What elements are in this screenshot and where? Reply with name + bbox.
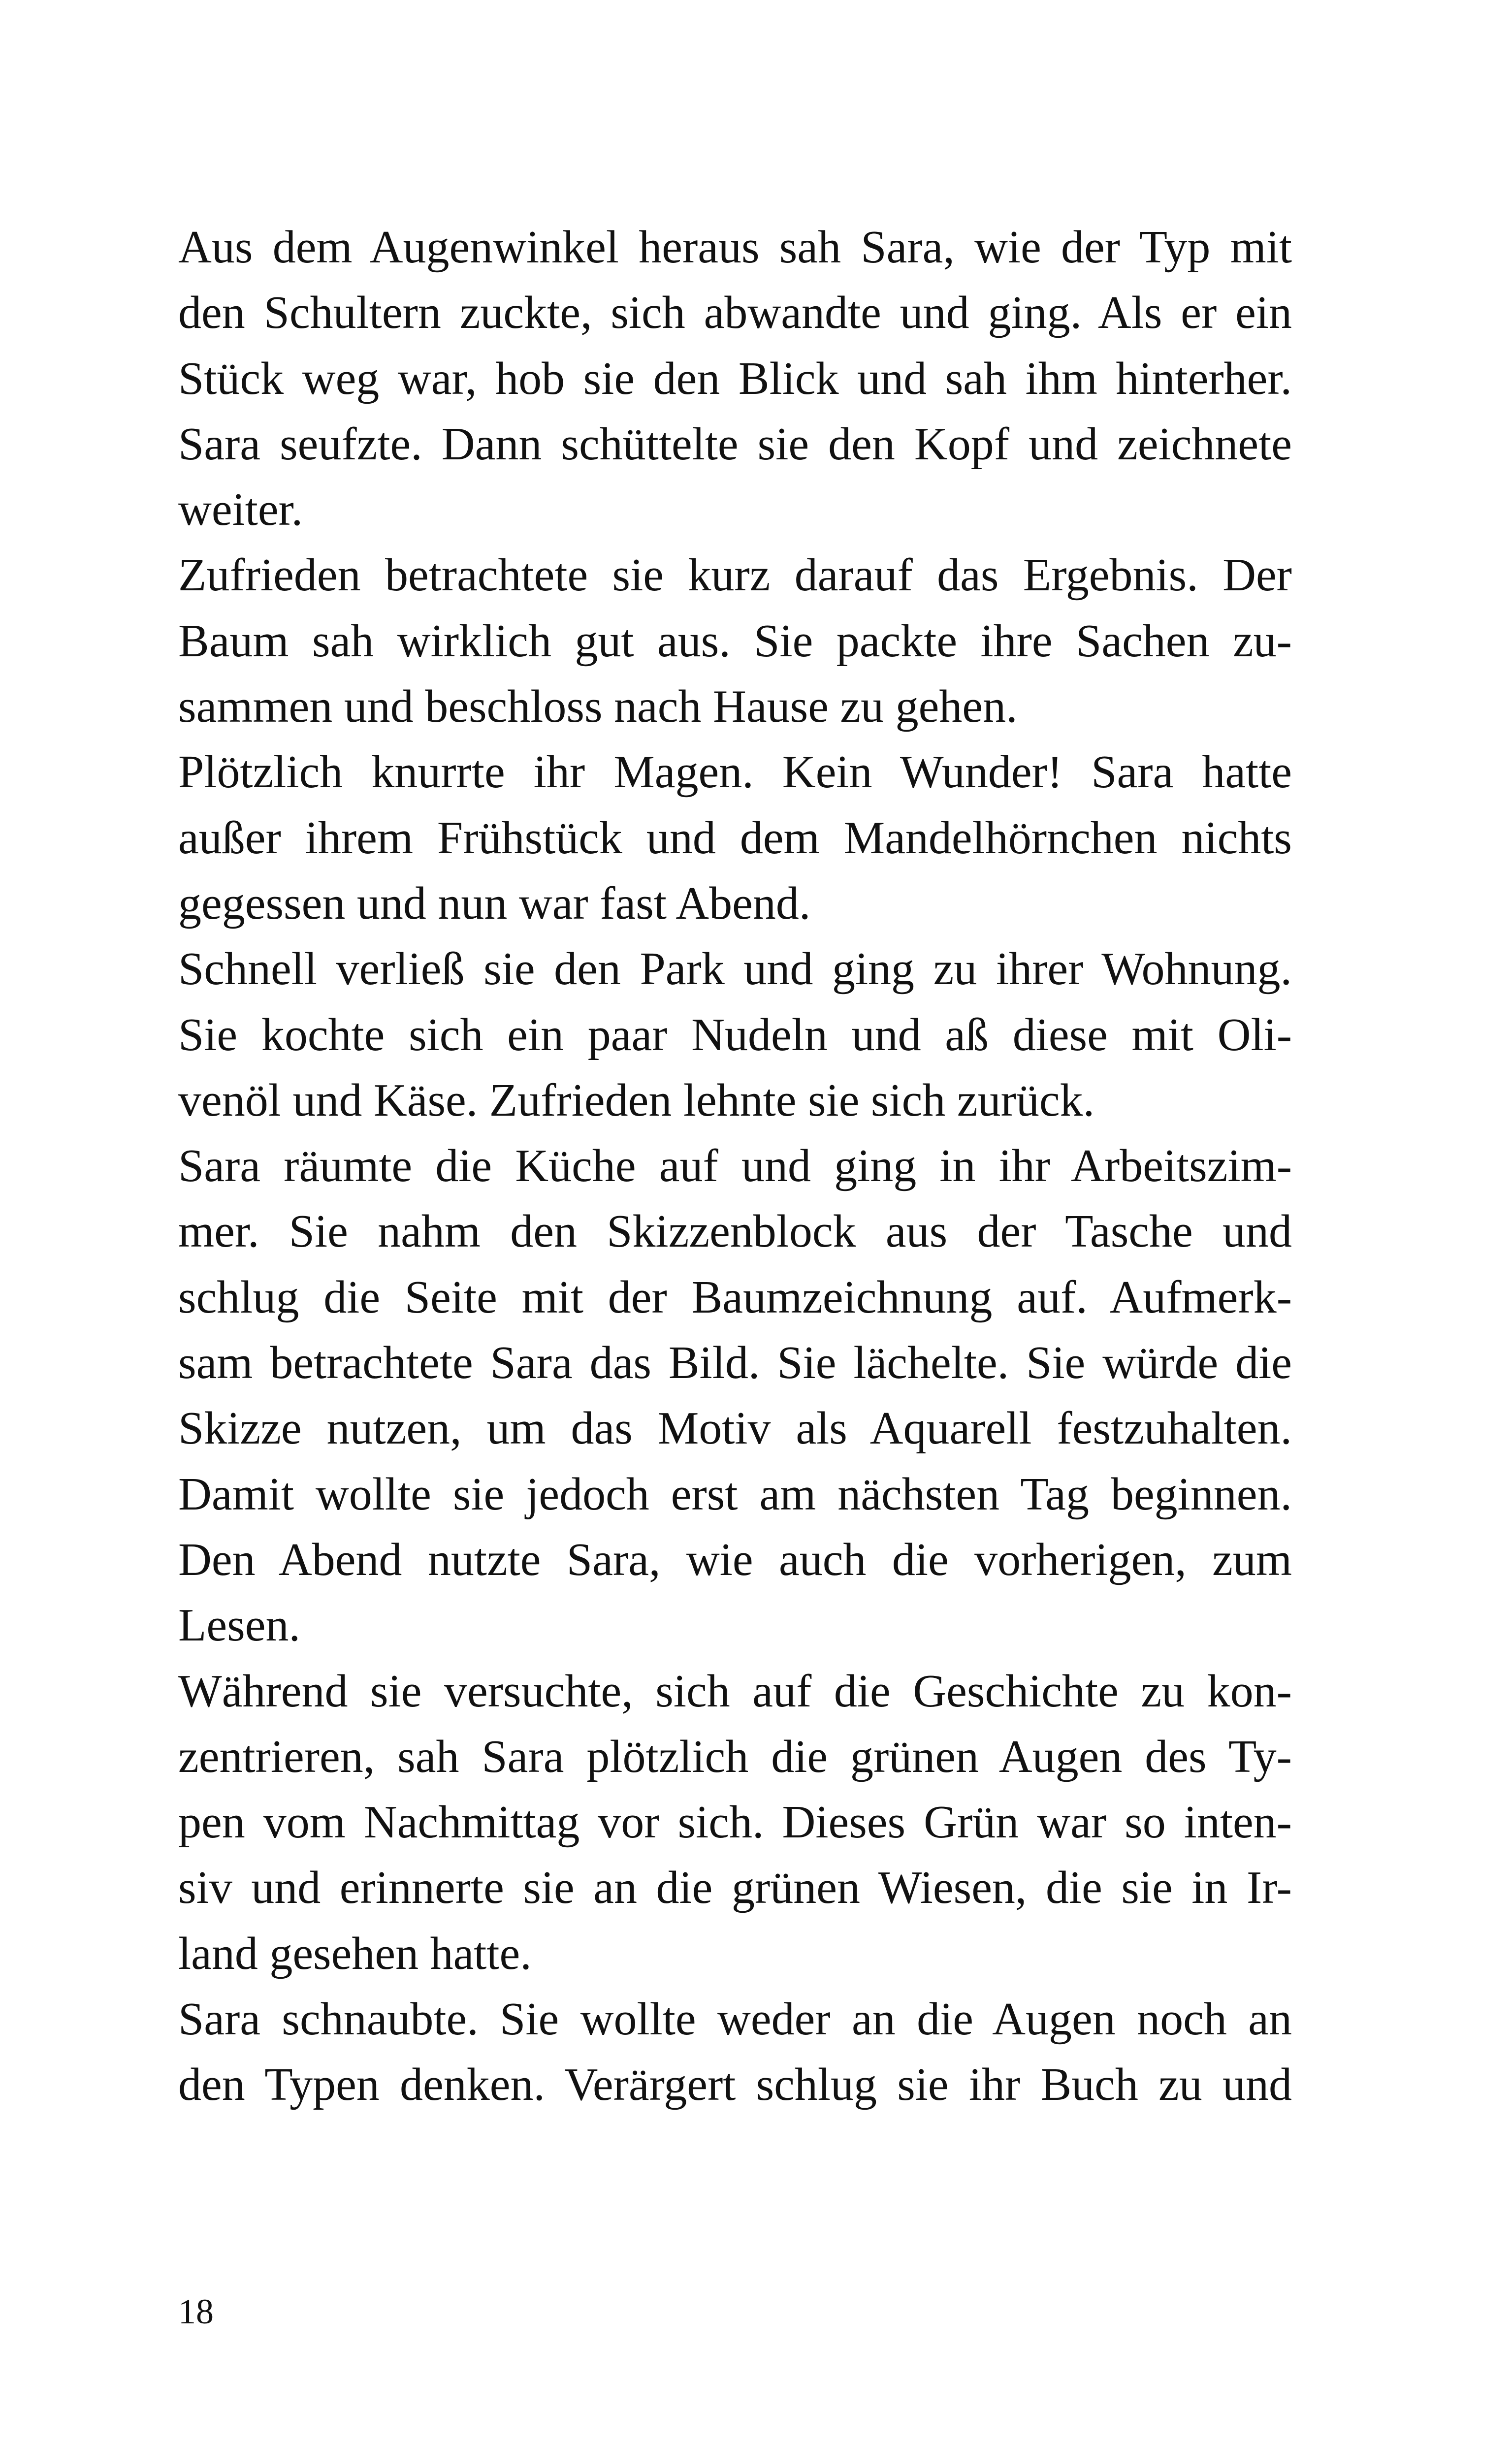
body-text bbox=[178, 215, 1292, 2118]
text-line: Sara räumte die Küche auf und ging in ihr Arbeitszim- bbox=[178, 1140, 1292, 1192]
text-line: pen vom Nachmittag vor sich. Dieses Grün war so inten- bbox=[178, 1797, 1292, 1848]
text-line: außer ihrem Frühstück und dem Mandelhörnchen nichts bbox=[178, 812, 1292, 864]
page-number: 18 bbox=[178, 2292, 214, 2331]
text-line: land gesehen hatte. bbox=[178, 1928, 532, 1979]
text-line: Während sie versuchte, sich auf die Geschichte zu kon- bbox=[178, 1665, 1292, 1717]
text-line: Sara schnaubte. Sie wollte weder an die Augen noch an bbox=[178, 1993, 1292, 2045]
text-line: den Schultern zuckte, sich abwandte und ging. Als er ein bbox=[178, 287, 1292, 339]
text-line: Lesen. bbox=[178, 1600, 300, 1651]
text-line: zentrieren, sah Sara plötzlich die grünen Augen des Ty- bbox=[178, 1731, 1292, 1782]
text-line: Schnell verließ sie den Park und ging zu ihrer Wohnung. bbox=[178, 943, 1292, 995]
text-line: Skizze nutzen, um das Motiv als Aquarell festzuhalten. bbox=[178, 1403, 1292, 1454]
text-line: Stück weg war, hob sie den Blick und sah ihm hinterher. bbox=[178, 353, 1292, 404]
text-line: venöl und Käse. Zufrieden lehnte sie sich zurück. bbox=[178, 1074, 1095, 1126]
text-line: schlug die Seite mit der Baumzeichnung auf. Aufmerk- bbox=[178, 1271, 1292, 1323]
text-line: Baum sah wirklich gut aus. Sie packte ihre Sachen zu- bbox=[178, 615, 1292, 667]
text-line: siv und erinnerte sie an die grünen Wiesen, die sie in Ir- bbox=[178, 1862, 1292, 1914]
text-line: den Typen denken. Verärgert schlug sie ihr Buch zu und bbox=[178, 2059, 1292, 2111]
text-line: Zufrieden betrachtete sie kurz darauf das Ergebnis. Der bbox=[178, 549, 1292, 601]
text-line: Damit wollte sie jedoch erst am nächsten Tag beginnen. bbox=[178, 1468, 1292, 1520]
text-line: mer. Sie nahm den Skizzenblock aus der Tasche und bbox=[178, 1206, 1292, 1257]
text-line: gegessen und nun war fast Abend. bbox=[178, 877, 811, 929]
text-line: sammen und beschloss nach Hause zu gehen. bbox=[178, 681, 1018, 733]
text-line: Den Abend nutzte Sara, wie auch die vorherigen, zum bbox=[178, 1534, 1292, 1585]
text-line: Aus dem Augenwinkel heraus sah Sara, wie der Typ mit bbox=[178, 222, 1292, 273]
text-line: weiter. bbox=[178, 484, 303, 536]
text-line: Sara seufzte. Dann schüttelte sie den Kopf und zeichnete bbox=[178, 418, 1292, 470]
text-line: Plötzlich knurrte ihr Magen. Kein Wunder! Sara hatte bbox=[178, 746, 1292, 798]
text-line: sam betrachtete Sara das Bild. Sie lächelte. Sie würde die bbox=[178, 1337, 1292, 1389]
text-line: Sie kochte sich ein paar Nudeln und aß diese mit Oli- bbox=[178, 1009, 1292, 1061]
